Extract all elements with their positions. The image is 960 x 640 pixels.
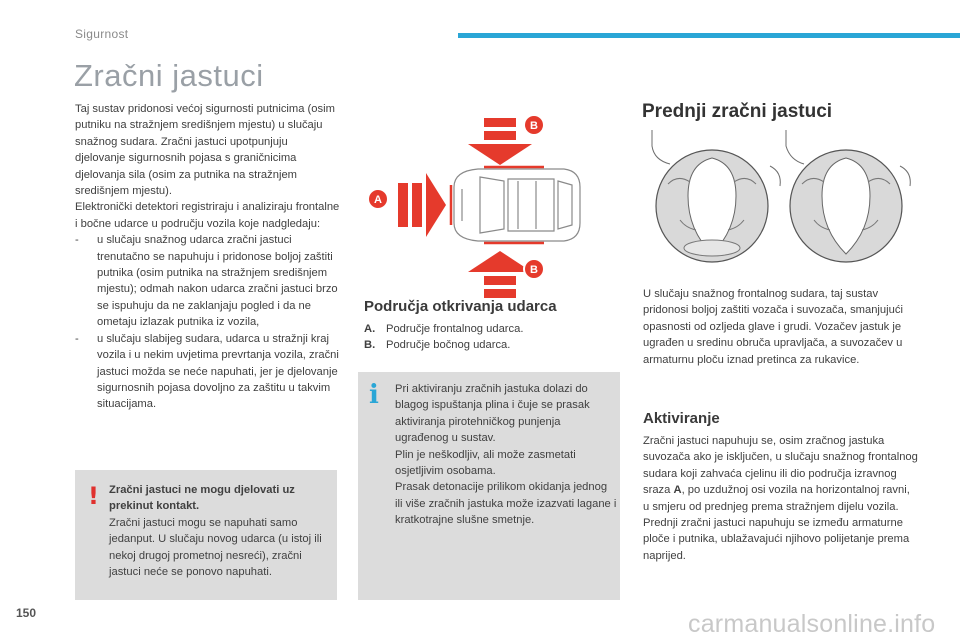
activation-text xyxy=(643,433,918,564)
label-a: A xyxy=(374,194,382,206)
activation-text-start: Zračni jastuci napuhuju se, osim zračnog jastuka suvozača ako je isključen, u slučaju snažnog frontalnog sudara koji zahvaća cjelinu ili dio područja izravnog sraza xyxy=(643,435,918,497)
front-airbags-heading: Prednji zračni jastuci xyxy=(642,101,833,122)
intro-paragraph: Taj sustav pridonosi većoj sigurnosti putnicima (osim putniku na stražnjem središnjem mjestu) u slučaju snažnog sudara. Zračni jastuci upotpunjuju djelovanje sigurnosnih pojasa s graničnicima djelovanja sila (osim za putnika na stražnjem središnjem mjestu). xyxy=(75,103,335,198)
activation-paragraph xyxy=(643,433,918,515)
driver-airbag xyxy=(656,150,768,262)
label-b-badge-bottom xyxy=(524,259,544,279)
side-impact-arrow-top xyxy=(468,118,532,165)
page-title: Zračni jastuci xyxy=(74,58,264,93)
front-airbags-paragraph: U slučaju snažnog frontalnog sudara, taj sustav pridonosi boljoj zaštiti vozača i suvozača, smanjujući opasnosti od ozljeda glave i grudi. Vozačev jastuk je ugrađen u sredinu obruča upravljača, a suvozačev u armaturnu ploču iznad pretinca za rukavice. xyxy=(643,288,903,366)
activation-zone: A xyxy=(673,484,682,497)
info-text-3: Prasak detonacije prilikom okidanja jednog ili više zračnih jastuka može izazvati lagane i kratkotrajne slušne smetnje. xyxy=(395,481,617,527)
list-item: - u slučaju slabijeg sudara, udarca u stražnji kraj vozila i u nekim uvjetima prevrtanja vozila, zračni jastuci možda se neće napuhati, jer je djelovanje sigurnosnih pojasa dovoljno za zaštitu u takvim situacijama. xyxy=(75,332,339,411)
activation-heading: Aktiviranje xyxy=(643,410,720,427)
info-box xyxy=(358,372,620,600)
warning-box xyxy=(75,470,337,600)
detection-heading: Područja otkrivanja udarca xyxy=(364,298,557,315)
detectors-paragraph: Elektronički detektori registriraju i analiziraju frontalne i bočne udarce u području vozila koje nadgledaju: xyxy=(75,201,340,230)
list-item: - u slučaju snažnog udarca zračni jastuci trenutačno se napuhuju i pridonose boljoj zaštiti putnika (osim putnika na stražnjem središnjem mjestu); odmah nakon udarca zračni jastuci brzo se ispuhuju da ne zaklanjaju pogled i da ne ometaju izlazak putnika iz vozila, xyxy=(75,234,338,329)
list-item-text: u slučaju snažnog udarca zračni jastuci trenutačno se napuhuju i pridonose boljoj zaštiti putnika (osim putnika na stražnjem središnjem mjestu); odmah nakon udarca zračni jastuci brzo se ispuhuju da ne zaklanjaju pogled i da ne ometaju izlazak putnika iz vozila, xyxy=(97,234,338,329)
header-accent-bar xyxy=(458,33,960,38)
activation-text-end: , po uzdužnoj osi vozila na horizontalnoj ravni, u smjeru od prednjeg prema stražnjem dijelu vozila. xyxy=(643,484,910,513)
list-item-text: u slučaju slabijeg sudara, udarca u stražnji kraj vozila i u nekim uvjetima prevrtanja vozila, zračni jastuci možda se neće napuhati, jer je djelovanje sigurnosnih pojasa dovoljno za zaštitu u takvim situacijama. xyxy=(97,332,339,411)
frontal-impact-arrow xyxy=(398,173,446,237)
legend-text: Područje frontalnog udarca. xyxy=(386,323,524,335)
legend-key: A. xyxy=(364,323,376,335)
front-airbags-illustration xyxy=(650,126,912,278)
section-label: Sigurnost xyxy=(75,27,129,41)
warning-icon: ! xyxy=(88,482,99,510)
intro-column xyxy=(75,101,340,413)
label-a-badge xyxy=(368,189,388,209)
detection-legend xyxy=(364,321,523,354)
legend-text: Područje bočnog udarca. xyxy=(386,339,511,352)
page-number: 150 xyxy=(16,606,37,620)
impact-zones-diagram xyxy=(358,115,590,303)
label-b-badge-top xyxy=(524,115,544,135)
label-b: B xyxy=(530,120,538,132)
passenger-airbag xyxy=(790,150,902,262)
info-text-2: Plin je neškodljiv, ali može zasmetati osjetljivim osobama. xyxy=(395,448,576,478)
info-icon: i xyxy=(369,380,379,410)
warning-body: Zračni jastuci mogu se napuhati samo jedanput. U slučaju novog udarca (u istoj ili nekoj drugoj prometnoj nesreći), zračni jastuci neće se ponovo napuhati. xyxy=(109,516,322,579)
activation-paragraph-2: Prednji zračni jastuci napuhuju se između armaturne ploče i putnika, ublažavajući njihovo polijetanje prema naprijed. xyxy=(643,517,910,562)
side-impact-arrow-bottom xyxy=(468,251,532,298)
warning-title: Zračni jastuci ne mogu djelovati uz prekinut kontakt. xyxy=(109,484,295,513)
label-b: B xyxy=(530,264,538,276)
legend-item xyxy=(364,321,523,337)
footer-watermark: carmanualsonline.info xyxy=(688,610,936,638)
car-top-view xyxy=(454,169,580,241)
legend-key: B. xyxy=(364,339,376,352)
info-text-1: Pri aktiviranju zračnih jastuka dolazi do blagog ispuštanja plina i čuje se prasak aktiviranja pirotehničkog punjenja ugrađenog u sustav. xyxy=(395,383,590,445)
info-text xyxy=(395,381,617,529)
warning-text xyxy=(109,482,331,580)
legend-item xyxy=(364,337,523,353)
